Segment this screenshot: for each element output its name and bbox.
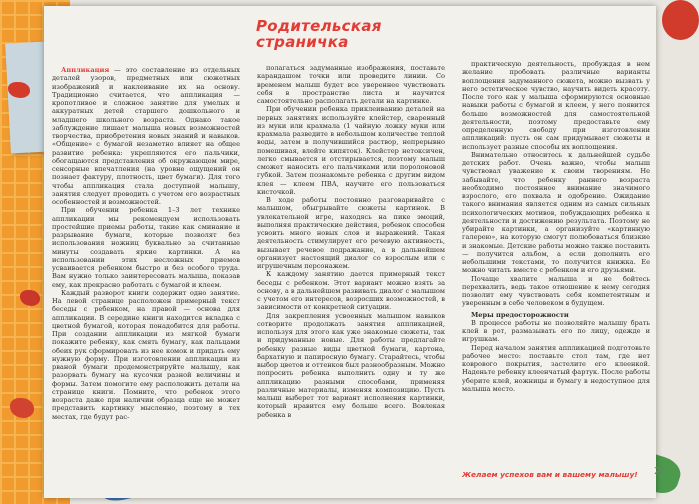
paragraph <box>257 105 445 196</box>
lead-word: Аппликация <box>61 66 110 74</box>
paragraph-text: Почаще хвалите малыша и не бойтесь перехвалить, ведь такое отношение к нему сегодня позволит ему чувствовать себя компетентным и уверенным в себе человеком в будущем. <box>462 274 650 308</box>
red-clay-piece <box>10 398 34 418</box>
book-page <box>44 6 667 498</box>
paragraph <box>462 60 650 151</box>
closing-wish: Желаем успехов вам и вашему малышу! <box>462 470 638 479</box>
page-number: 25 <box>654 466 667 477</box>
paragraph <box>257 312 445 419</box>
paragraph-text: К каждому занятию дается примерный текст беседы с ребенком. Этот вариант можно взять за основу, а в дальнейшем развивать диалог с малышом с учетом его интересов, возросших возможностей, в зависимости от конкретной ситуации. <box>257 270 445 312</box>
paragraph <box>52 289 240 421</box>
red-clay-piece <box>662 0 699 40</box>
title-line-1: Родительская <box>256 17 382 35</box>
paragraph-text: Внимательно относитесь к дальнейшей судьбе детских работ. Очень важно, чтобы малыш чувствовал уважение к своим творениям. Не забывайте, что ребенку раннего возраста необходимо постоянное внимание значимого взрослого, его похвала и одобрение. Ожидание такого внимания является одним из самых сильных психологических мотивов, побуждающих ребенка к деятельности и достижению результата. Поэтому не убирайте картинки, а организуйте «картинную галерею», на которую смогут полюбоваться близкие и знакомые. Детские работы можно также поставить — получится альбом, а если дополнить его небольшими текстами, то получится книжка. Ее можно читать вместе с ребенком и его друзьями. <box>462 150 650 275</box>
safety-paragraph: В процессе работы не позволяйте малышу брать клей в рот, размазывать его по лицу, одежде и игрушкам. <box>462 318 650 344</box>
red-clay-piece <box>8 82 30 98</box>
paragraph-text: Каждый разворот книги содержит одно занятие. На левой странице расположен примерный текст беседы с ребенком, на правой — основа для аппликации. В середине книги находится вкладка с цветной бумагой, которая понадобится для работы. При создании аппликации из мягкой бумаги покажите ребенку, как смять бумагу, как пальцами обеих рук сформировать из нее комок и придать ему нужную форму. При изготовлении аппликации из рваной бумаги продемонстрируйте малышу, как разорвать бумагу на кусочки разной величины и формы. Затем помогите ему расположить детали на странице книги. Помните, что ребенок этого возраста даже при наличии образца еще не может представить картинку мысленно, поэтому в тех местах, где будут рас- <box>52 288 240 421</box>
text-column-2 <box>257 64 445 419</box>
paragraph-text: При обучении ребенка приклеиванию деталей на первых занятиях используйте клейстер, сваренный из муки или крахмала (1 чайную ложку муки или крахмала разведите в небольшом количестве теплой воды, затем в получившийся раствор, непрерывно помешивая, влейте кипяток). Клейстер нетоксичен, легко смывается и отстирывается, поэтому малыш сможет наносить его пальчиками или поролоновой губкой. Затем познакомьте ребенка с другим видом клея — клеем ПВА, научите его пользоваться кисточкой. <box>257 105 445 196</box>
paragraph <box>257 270 445 311</box>
title-line-2: страничка <box>256 33 349 51</box>
text-column-3 <box>462 60 650 393</box>
paragraph <box>257 64 445 105</box>
paragraph-text: При обучении ребенка 1–3 лет технике аппликации мы рекомендуем использовать простейшие приемы работы, такие как сминание и разрывание бумаги, которые позволят без использования ножниц буквально за считанные минуты создавать яркие картинки. А на использовании этих несложных приемов усваивается ребенком быстро и без особого труда. Вам нужно только заинтересовать малыша, показав ему, как прекрасно работать с бумагой и клеем. <box>52 206 240 289</box>
paragraph-text: — это составление из отдельных деталей узоров, предметных или сюжетных изображений и наклеивание их на основу. Традиционно считается, что аппликация — кропотливое и сложное занятие для умелых и аккуратных детей старшего дошкольного и младшего школьного возраста. Однако такое заблуждение лишает малыша новых возможностей творчества, приобретения новых знаний и навыков. «Общение» с бумагой незаметно влияет на общее развитие ребенка: укрепляются его пальчики, обогащаются представления об окружающем мире, сенсорные впечатления (на уровне ощущений он познает фактуру, плотность, цвет бумаги). Для того чтобы аппликация стала доступной малышу, занятия следует проводить с учетом его возрастных особенностей и возможностей. <box>52 66 240 206</box>
paragraph <box>462 275 650 308</box>
page-title <box>256 18 382 50</box>
paragraph <box>52 206 240 289</box>
red-clay-piece <box>20 290 40 306</box>
text-column-1 <box>52 66 240 421</box>
safety-heading: Меры предосторожности <box>471 310 569 319</box>
paragraph-text: В ходе работы постоянно разговаривайте с малышом, обыгрывайте сюжеты картинок. В увлекательной игре, находясь на пике эмоций, выполняя практические действия, ребенок способен усвоить много новых слов и выражений. Такая деятельность стимулирует его речевую активность, вызывает речевое подражание, а в дальнейшем организует настоящий диалог со взрослым или с игрушечным персонажем. <box>257 196 445 270</box>
safety-paragraph: Перед началом занятия аппликацией подготовьте рабочее место: поставьте стол там, где нет коврового покрытия, застелите его клеенкой. Наденьте ребенку клеенчатый фартук. После работы уберите клей, ножницы и бумагу в недоступное для малыша место. <box>462 343 650 393</box>
paragraph-text: практическую деятельность, пробуждая в нем желание пробовать различные варианты воплощения задуманного сюжета, можно вызвать у него эстетическое чувство, научить видеть красоту. После того как у малыша сформируются основные навыки работы с бумагой и клеем, у него появится больше возможностей для самостоятельной деятельности, поэтому предоставьте ему определенную свободу при изготовлении аппликаций: пусть он сам придумывает сюжеты и использует разные способы их воплощения. <box>462 60 650 151</box>
paragraph-text: Для закрепления усвоенных малышом навыков сотворите продолжать занятия аппликацией, используя для этого как уже знакомые сюжеты, так и придуманные новые. Для работы предлагайте ребенку разные виды цветной бумаги, картона, бархатную и папиросную бумагу. Старайтесь, чтобы выбор цветов и оттенков был разнообразным. Можно попросить ребенка выполнить одну и ту же аппликацию разными способами, применяя различные материалы, изменяя композицию. Пусть малыш выберет тот вариант исполнения картинки, который нравится ему больше всего. Вовлекая ребенка в <box>257 311 445 419</box>
paragraph <box>52 66 240 206</box>
paragraph <box>462 151 650 275</box>
paragraph-text: полагаться задуманные изображения, поставьте карандашом точки или проведите линии. Со временем малыш будет все увереннее чувствовать себя в пространстве листа и научится самостоятельно располагать детали на картинке. <box>257 64 445 105</box>
paragraph <box>257 196 445 270</box>
